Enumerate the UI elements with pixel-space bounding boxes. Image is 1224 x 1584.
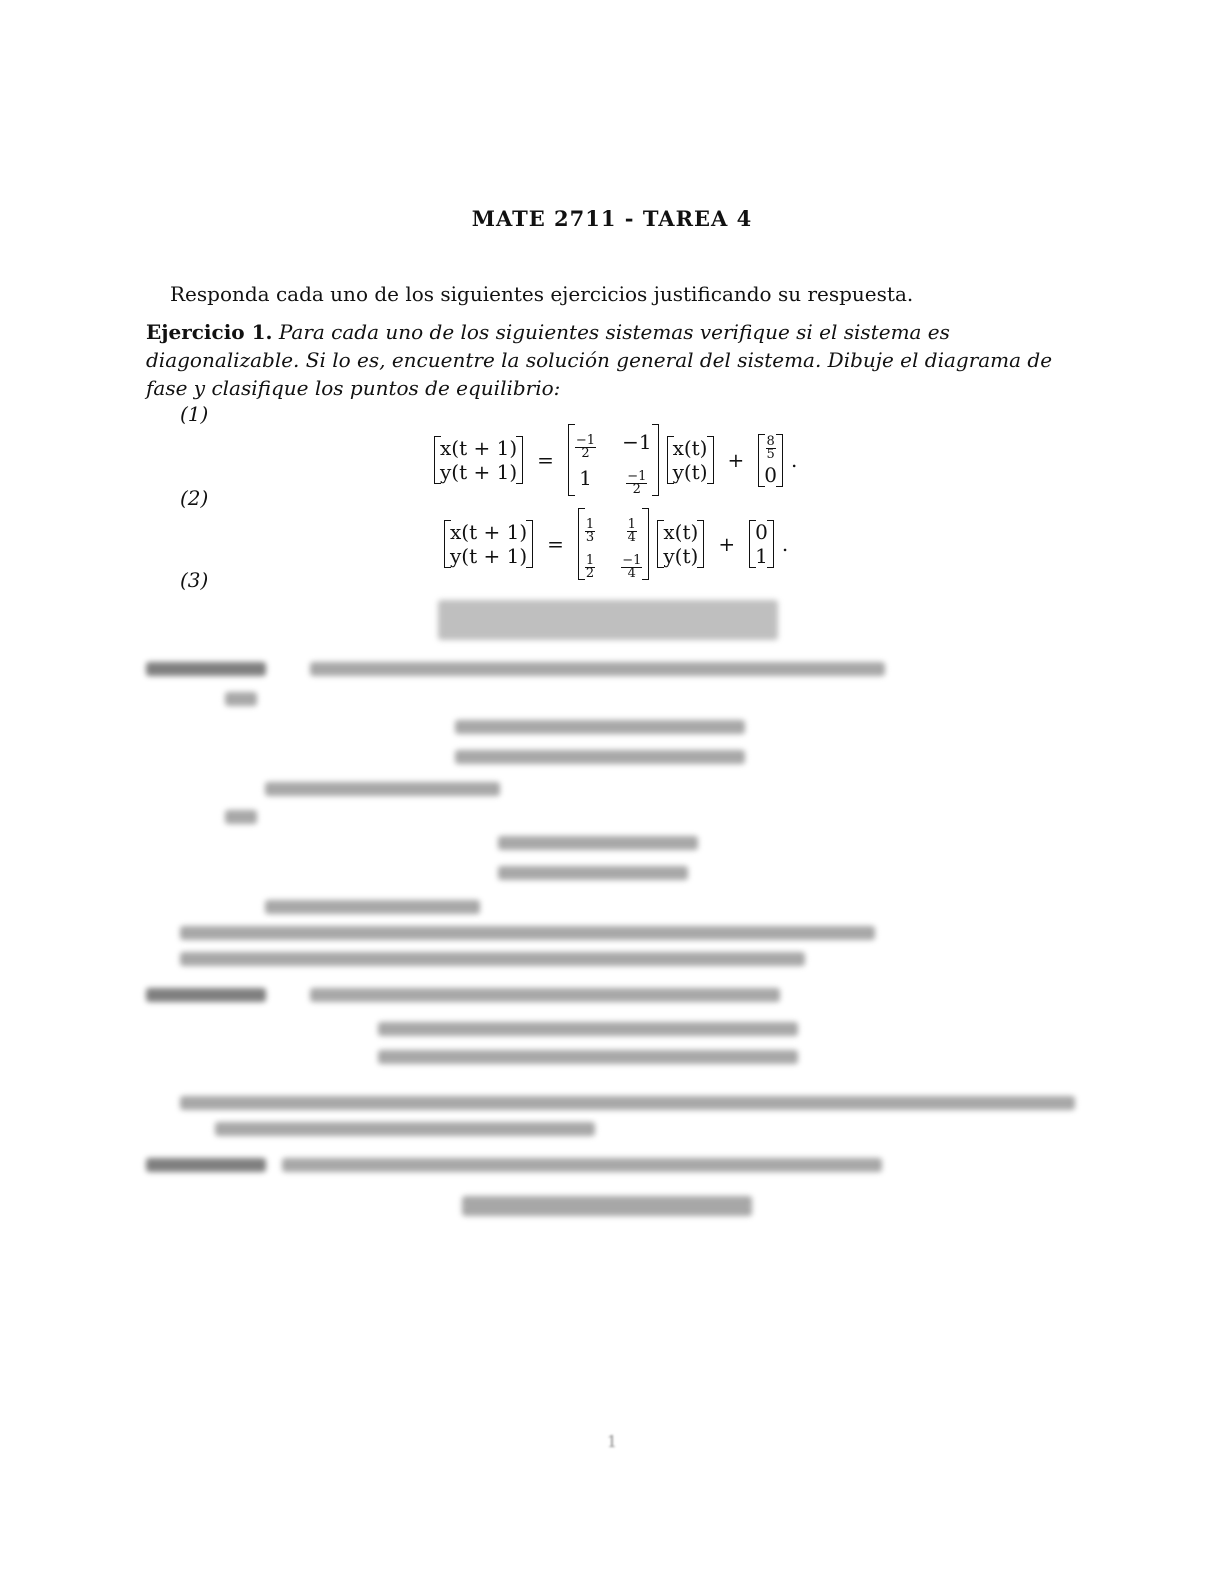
exercise-1-statement [146, 318, 1076, 402]
item-1-m12: −1 [622, 430, 652, 454]
equals-sign: = [537, 448, 554, 472]
item-1-c-bottom: 0 [764, 462, 778, 487]
item-2-v-bottom: y(t) [663, 544, 699, 568]
item-2-c-bottom: 1 [755, 544, 768, 568]
item-3-label: (3) [180, 568, 209, 592]
item-2-lhs-bottom: y(t + 1) [450, 544, 528, 568]
item-2-m11: $\frac{1}{3}$ [585, 517, 595, 545]
item-1-m21: 1 [579, 466, 592, 490]
item-1-v-bottom: y(t) [672, 460, 708, 484]
item-2-lhs-vector [444, 520, 533, 568]
item-2-state-vector [657, 520, 704, 568]
item-1-lhs-vector [434, 436, 523, 484]
item-2-constant-vector [749, 520, 774, 568]
item-1-m22: $\frac{-1}{2}$ [627, 469, 647, 497]
item-2-v-top: x(t) [663, 520, 699, 544]
plus-sign: + [718, 532, 736, 556]
period: . [791, 448, 798, 472]
item-2-m21: $\frac{1}{2}$ [585, 553, 595, 581]
exercise-1-text: Para cada uno de los siguientes sistemas verifique si el sistema es diagonalizable. Si lo es, encuentre la solución general del sistema. Dibuje el diagrama de fase y clasifique los puntos de equilibrio: [146, 320, 1053, 400]
item-1-label: (1) [180, 402, 209, 426]
equals-sign: = [547, 532, 564, 556]
exercise-1-label: Ejercicio 1. [146, 320, 273, 344]
blurred-content [0, 592, 1224, 1252]
item-2-equation [440, 508, 788, 580]
item-1-constant-vector [758, 434, 783, 487]
document-title: MATE 2711 - TAREA 4 [471, 206, 753, 231]
item-2-m12: $\frac{1}{4}$ [627, 517, 636, 545]
item-1-c-top: $\frac{8}{5}$ [766, 433, 775, 462]
item-1-equation [430, 424, 797, 496]
page-number: 1 [606, 1432, 618, 1451]
plus-sign: + [727, 448, 745, 472]
item-2-label: (2) [180, 486, 209, 510]
item-1-m11: $\frac{-1}{2}$ [575, 433, 596, 461]
item-1-state-vector [667, 436, 714, 484]
item-1-lhs-bottom: y(t + 1) [440, 460, 518, 484]
item-2-matrix [578, 508, 649, 580]
intro-text: Responda cada uno de los siguientes ejercicios justificando su respuesta. [170, 282, 914, 306]
item-1-v-top: x(t) [672, 436, 708, 460]
period: . [781, 532, 789, 556]
item-1-matrix [568, 424, 659, 496]
item-2-lhs-top: x(t + 1) [450, 520, 528, 544]
item-2-c-top: 0 [755, 520, 768, 544]
item-1-lhs-top: x(t + 1) [440, 436, 518, 460]
item-2-m22: $\frac{-1}{4}$ [622, 553, 642, 581]
